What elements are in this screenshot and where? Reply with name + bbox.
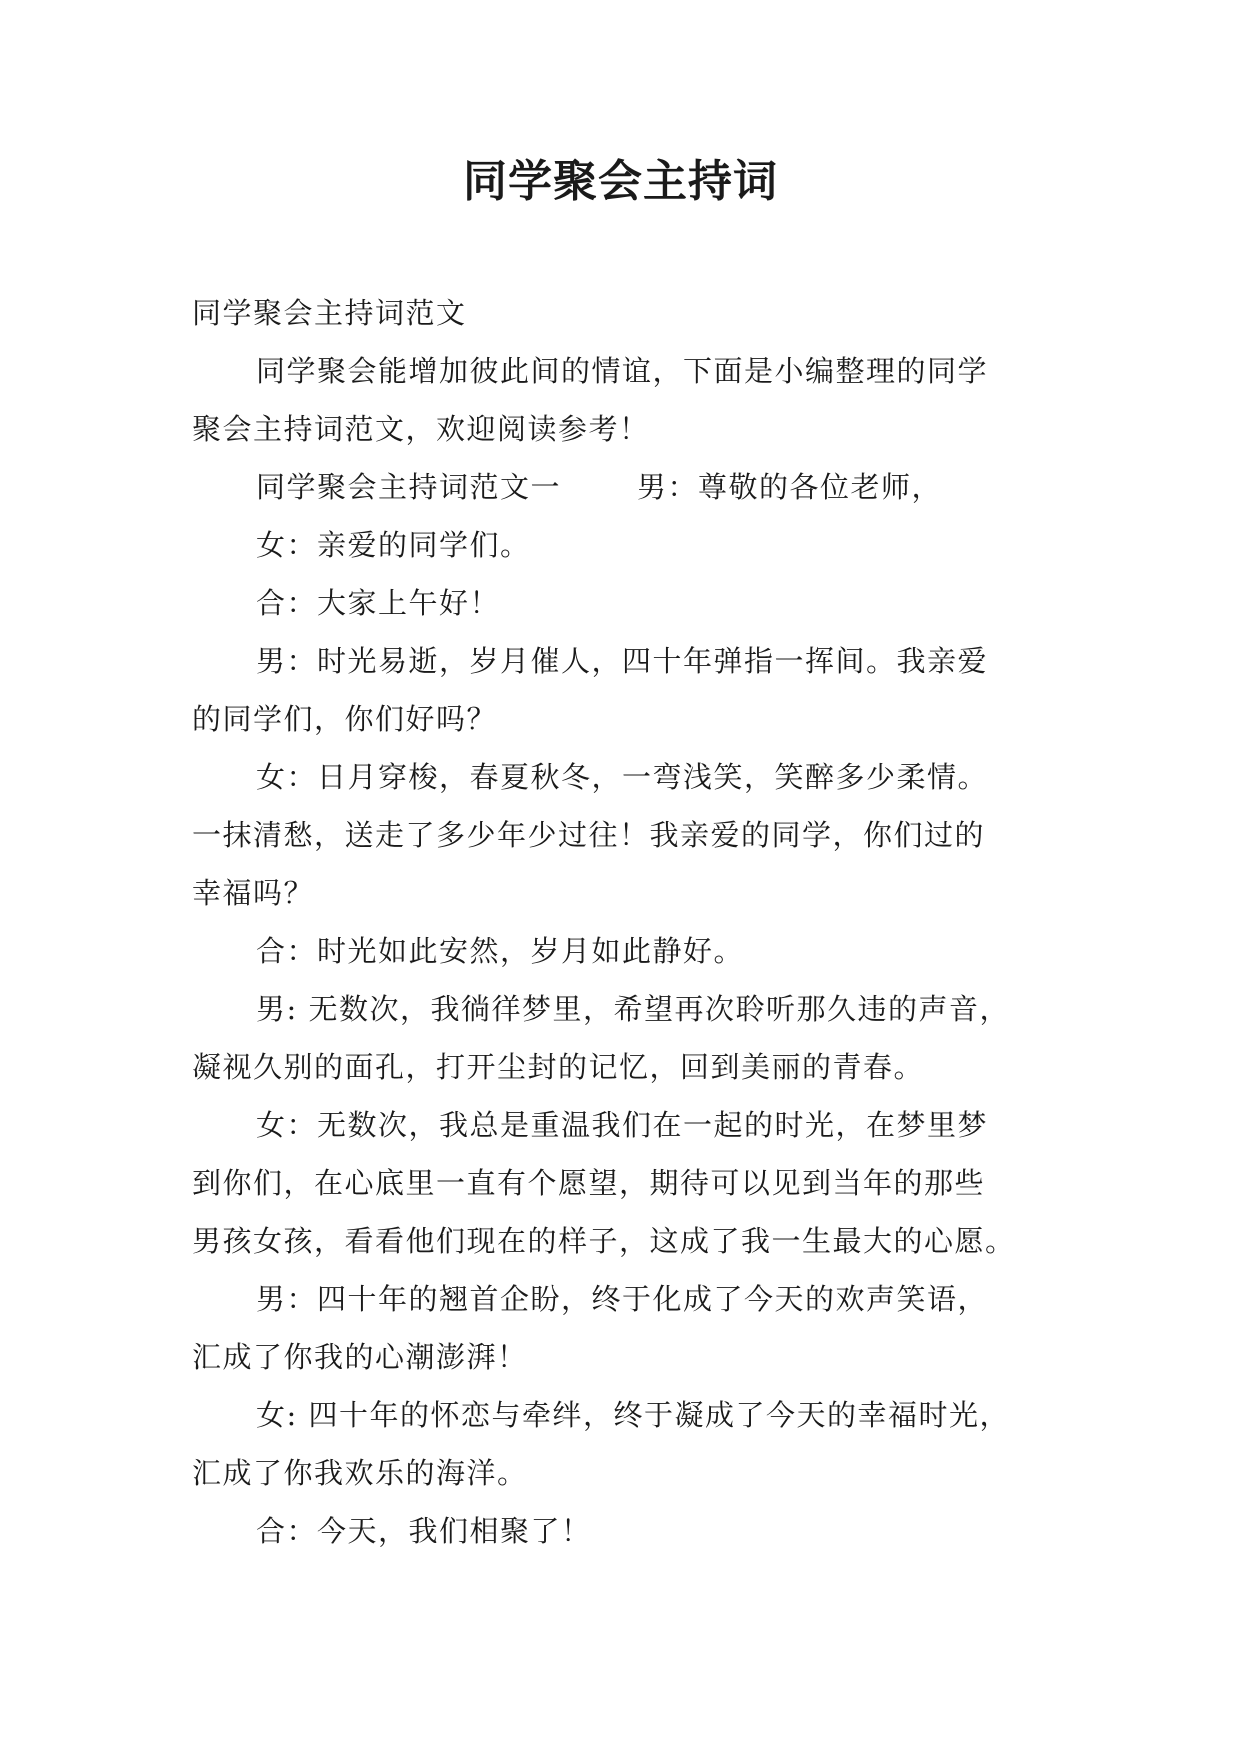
paragraph-line: 女：亲爱的同学们。 [256,528,531,562]
paragraph-line: 女：日月穿梭，春夏秋冬，一弯浅笑，笑醉多少柔情。 [256,760,989,794]
paragraph-line: 男: 无数次，我徜徉梦里，希望再次聆听那久违的声音， [256,992,1010,1026]
paragraph-line: 男：时光易逝，岁月催人，四十年弹指一挥间。我亲爱 [256,644,989,678]
document-title: 同学聚会主持词 [463,156,778,207]
paragraph-line: 女: 四十年的怀恋与牵绊，终于凝成了今天的幸福时光， [256,1398,1010,1432]
paragraph-line: 男：四十年的翘首企盼，终于化成了今天的欢声笑语， [256,1282,989,1316]
dialogue-line: 男：尊敬的各位老师， [637,470,943,504]
paragraph-line: 凝视久别的面孔，打开尘封的记忆，回到美丽的青春。 [192,1050,925,1084]
paragraph-line: 女：无数次，我总是重温我们在一起的时光，在梦里梦 [256,1108,989,1142]
paragraph-line: 同学聚会能增加彼此间的情谊，下面是小编整理的同学 [256,354,989,388]
paragraph-line: 汇成了你我欢乐的海洋。 [192,1456,528,1490]
paragraph-line: 聚会主持词范文，欢迎阅读参考！ [192,412,650,446]
paragraph-line: 到你们，在心底里一直有个愿望，期待可以见到当年的那些 [192,1166,986,1200]
document-body [192,284,1052,1560]
paragraph-line: 合：时光如此安然，岁月如此静好。 [256,934,745,968]
paragraph-line: 一抹清愁，送走了多少年少过往！我亲爱的同学，你们过的 [192,818,986,852]
paragraph-line: 的同学们，你们好吗？ [192,702,498,736]
section-heading: 同学聚会主持词范文一 [256,470,562,504]
paragraph-line: 合：今天，我们相聚了！ [256,1514,592,1548]
paragraph-line: 汇成了你我的心潮澎湃！ [192,1340,528,1374]
paragraph-line [192,458,1052,516]
paragraph-line: 同学聚会主持词范文 [192,296,467,330]
paragraph-line: 男孩女孩，看看他们现在的样子，这成了我一生最大的心愿。 [192,1224,1016,1258]
paragraph-line: 幸福吗？ [192,876,315,910]
paragraph-line: 合：大家上午好！ [256,586,501,620]
